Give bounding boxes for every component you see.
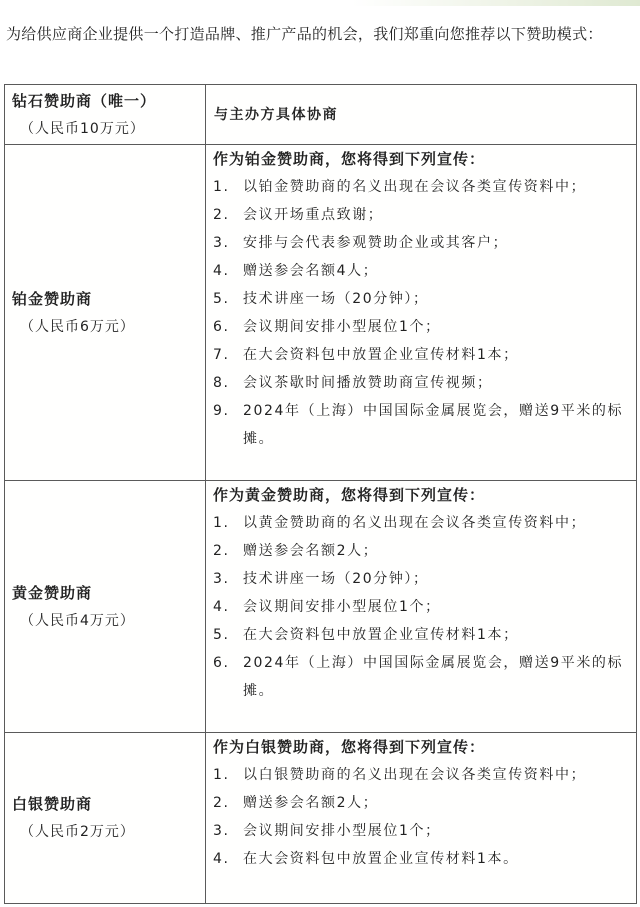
list-item: 4. 赠送参会名额4人； [213,263,379,279]
list-item: 4. 在大会资料包中放置企业宣传材料1本。 [213,851,519,867]
tier-name: 铂金赞助商 [12,289,93,308]
benefits-cell-gold [206,481,637,733]
table-row-silver [5,733,637,904]
benefits-heading: 作为白银赞助商，您将得到下列宣传： [213,738,486,756]
tier-cell-diamond [5,85,206,145]
list-item: 2. 赠送参会名额2人； [213,543,379,559]
list-item: 9. 2024年（上海）中国国际金属展览会，赠送9平米的标摊。 [213,403,624,447]
table-row-gold [5,481,637,733]
tier-cell-platinum [5,145,206,481]
tier-price: （人民币4万元） [20,612,135,629]
list-item: 4. 会议期间安排小型展位1个； [213,599,441,615]
benefits-list [213,761,630,873]
benefits-heading: 作为黄金赞助商，您将得到下列宣传： [213,486,486,504]
table-row-diamond [5,85,637,145]
benefits-list [213,173,630,453]
top-gradient-bar [0,0,640,6]
list-item: 3. 技术讲座一场（20分钟）； [213,571,429,587]
tier-price: （人民币10万元） [20,120,145,137]
benefits-heading: 作为铂金赞助商，您将得到下列宣传： [213,150,486,168]
tier-price: （人民币2万元） [20,824,135,840]
list-item: 2. 赠送参会名额2人； [213,795,379,811]
benefits-cell-platinum [206,145,637,481]
list-item: 7. 在大会资料包中放置企业宣传材料1本； [213,347,519,363]
list-item: 3. 安排与会代表参观赞助企业或其客户； [213,235,509,251]
tier-name: 白银赞助商 [12,795,93,813]
tier-cell-gold [5,481,206,733]
tier-cell-silver [5,733,206,904]
list-item: 6. 2024年（上海）中国国际金属展览会，赠送9平米的标摊。 [213,655,624,699]
sponsorship-table [4,84,637,904]
list-item: 3. 会议期间安排小型展位1个； [213,823,441,839]
tier-price: （人民币6万元） [20,318,135,335]
tier-name: 钻石赞助商（唯一） [12,91,157,110]
list-item: 8. 会议茶歇时间播放赞助商宣传视频； [213,375,493,391]
list-item: 1. 以铂金赞助商的名义出现在会议各类宣传资料中； [213,179,587,195]
table-row-platinum [5,145,637,481]
list-item: 1. 以黄金赞助商的名义出现在会议各类宣传资料中； [213,515,587,531]
tier-name: 黄金赞助商 [12,583,93,602]
benefits-cell-silver [206,733,637,904]
intro-paragraph: 为给供应商企业提供一个打造品牌、推广产品的机会，我们郑重向您推荐以下赞助模式： [6,25,603,43]
benefits-list [213,509,630,705]
tier-description-diamond: 与主办方具体协商 [206,85,637,145]
list-item: 1. 以白银赞助商的名义出现在会议各类宣传资料中； [213,767,587,783]
list-item: 2. 会议开场重点致谢； [213,207,384,223]
list-item: 5. 在大会资料包中放置企业宣传材料1本； [213,627,519,643]
list-item: 5. 技术讲座一场（20分钟）； [213,291,429,307]
list-item: 6. 会议期间安排小型展位1个； [213,319,441,335]
